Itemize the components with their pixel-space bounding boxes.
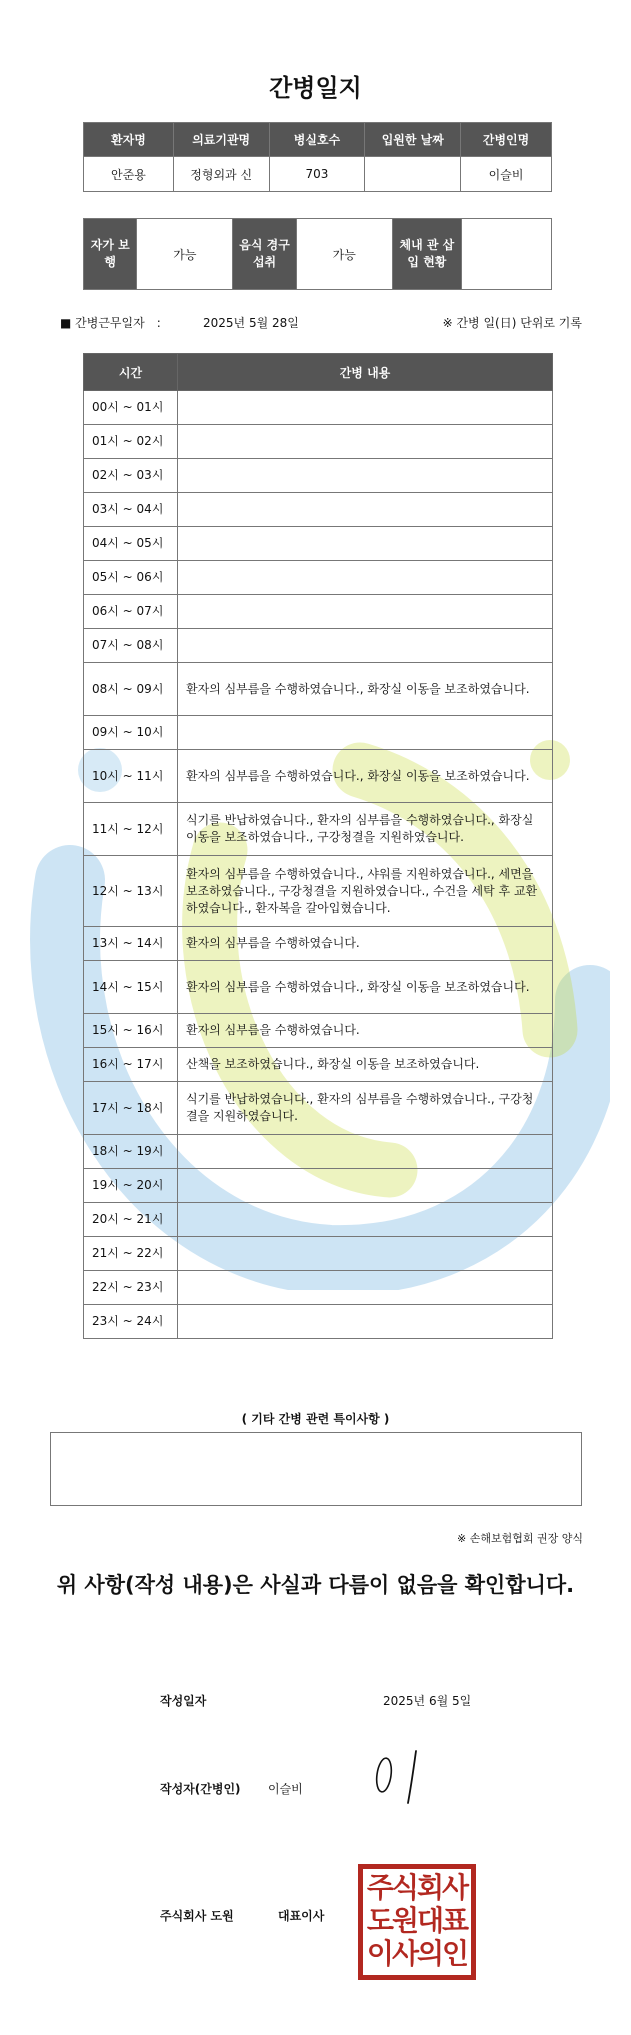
time-slot: 01시 ~ 02시 (84, 425, 178, 459)
writer-label: 작성자(간병인) (160, 1782, 241, 1796)
time-slot: 10시 ~ 11시 (84, 750, 178, 803)
care-content: 환자의 심부름을 수행하였습니다. (178, 927, 553, 961)
care-log-row (84, 663, 553, 716)
ceo-label: 대표이사 (278, 1909, 325, 1923)
care-content: 환자의 심부름을 수행하였습니다. (178, 1014, 553, 1048)
patient-info-value-row (84, 157, 552, 192)
care-content (178, 1305, 553, 1339)
company-name: 주식회사 도원 (160, 1909, 234, 1923)
time-slot: 08시 ~ 09시 (84, 663, 178, 716)
care-log-row (84, 493, 553, 527)
care-log-row (84, 961, 553, 1014)
header-content: 간병 내용 (178, 354, 553, 391)
time-slot: 07시 ~ 08시 (84, 629, 178, 663)
care-log-row (84, 391, 553, 425)
time-slot: 04시 ~ 05시 (84, 527, 178, 561)
work-date-note: ※ 간병 일(日) 단위로 기록 (442, 316, 582, 330)
care-log-row (84, 716, 553, 750)
time-slot: 18시 ~ 19시 (84, 1135, 178, 1169)
notes-title: ( 기타 간병 관련 특이사항 ) (241, 1412, 390, 1426)
care-content (178, 1203, 553, 1237)
tube-label: 체내 관 삽입 현황 (392, 219, 462, 290)
time-slot: 22시 ~ 23시 (84, 1271, 178, 1305)
time-slot: 12시 ~ 13시 (84, 856, 178, 927)
care-log-row (84, 425, 553, 459)
care-content: 환자의 심부름을 수행하였습니다., 화장실 이동을 보조하였습니다. (178, 750, 553, 803)
care-content: 식기를 반납하였습니다., 환자의 심부름을 수행하였습니다., 구강청결을 지원하였습니다. (178, 1082, 553, 1135)
care-content: 환자의 심부름을 수행하였습니다., 샤워를 지원하였습니다., 세면을 보조하였습니다., 구강청결을 지원하였습니다., 수건을 세탁 후 교환하였습니다., 환자복을 갈아입혔습니다. (178, 856, 553, 927)
care-log-row (84, 927, 553, 961)
header-room: 병실호수 (269, 123, 365, 157)
care-log-row (84, 1014, 553, 1048)
time-slot: 21시 ~ 22시 (84, 1237, 178, 1271)
seal-line: 도원대표 (366, 1904, 468, 1937)
seal-line: 주식회사 (366, 1871, 468, 1904)
handwritten-signature (368, 1747, 438, 1807)
patient-status-table (83, 218, 552, 290)
care-log-row (84, 527, 553, 561)
care-content (178, 595, 553, 629)
care-content: 산책을 보조하였습니다., 화장실 이동을 보조하였습니다. (178, 1048, 553, 1082)
association-note: ※ 손해보험협회 권장 양식 (457, 1532, 583, 1545)
care-content: 환자의 심부름을 수행하였습니다., 화장실 이동을 보조하였습니다. (178, 961, 553, 1014)
care-content: 환자의 심부름을 수행하였습니다., 화장실 이동을 보조하였습니다. (178, 663, 553, 716)
work-date-value: 2025년 5월 28일 (203, 316, 299, 330)
care-log-row (84, 1237, 553, 1271)
patient-info-table (83, 122, 552, 192)
date-value: 2025년 6월 5일 (383, 1694, 472, 1708)
seal-line: 이사의인 (366, 1937, 468, 1970)
time-slot: 15시 ~ 16시 (84, 1014, 178, 1048)
care-log-row (84, 1203, 553, 1237)
patient-name: 안준용 (84, 157, 174, 192)
oral-intake-value: 가능 (296, 219, 392, 290)
time-slot: 14시 ~ 15시 (84, 961, 178, 1014)
care-log-row (84, 561, 553, 595)
header-caregiver: 간병인명 (461, 123, 552, 157)
header-hospital: 의료기관명 (173, 123, 269, 157)
care-content (178, 527, 553, 561)
self-walk-value: 가능 (137, 219, 233, 290)
care-content (178, 1169, 553, 1203)
care-log-row (84, 1082, 553, 1135)
notes-box (50, 1432, 582, 1506)
care-content (178, 425, 553, 459)
time-slot: 20시 ~ 21시 (84, 1203, 178, 1237)
date-label: 작성일자 (160, 1694, 207, 1708)
time-slot: 02시 ~ 03시 (84, 459, 178, 493)
company-seal-stamp (358, 1864, 476, 1980)
time-slot: 16시 ~ 17시 (84, 1048, 178, 1082)
care-content (178, 629, 553, 663)
admission-date (365, 157, 461, 192)
care-content (178, 391, 553, 425)
care-log-row (84, 595, 553, 629)
time-slot: 06시 ~ 07시 (84, 595, 178, 629)
time-slot: 03시 ~ 04시 (84, 493, 178, 527)
header-admission-date: 입원한 날짜 (365, 123, 461, 157)
care-log-table (83, 353, 553, 1339)
care-content (178, 1237, 553, 1271)
care-log-row (84, 459, 553, 493)
time-slot: 19시 ~ 20시 (84, 1169, 178, 1203)
time-slot: 17시 ~ 18시 (84, 1082, 178, 1135)
tube-value (462, 219, 552, 290)
oral-intake-label: 음식 경구 섭취 (233, 219, 297, 290)
room-number: 703 (269, 157, 365, 192)
care-content (178, 459, 553, 493)
care-content (178, 716, 553, 750)
document-title: 간병일지 (269, 74, 362, 102)
care-content (178, 561, 553, 595)
care-content (178, 1135, 553, 1169)
care-log-row (84, 803, 553, 856)
care-log-row (84, 1271, 553, 1305)
care-log-body (84, 391, 553, 1339)
care-log-row (84, 1135, 553, 1169)
time-slot: 05시 ~ 06시 (84, 561, 178, 595)
time-slot: 09시 ~ 10시 (84, 716, 178, 750)
hospital-name: 정형외과 신 (173, 157, 269, 192)
care-log-row (84, 1305, 553, 1339)
care-log-row (84, 1048, 553, 1082)
work-date-label: ■ 간병근무일자 : (60, 316, 161, 330)
care-content (178, 493, 553, 527)
self-walk-label: 자가 보행 (84, 219, 137, 290)
patient-info-header-row (84, 123, 552, 157)
confirmation-statement: 위 사항(작성 내용)은 사실과 다름이 없음을 확인합니다. (56, 1573, 575, 1597)
care-log-row (84, 629, 553, 663)
care-log-row (84, 1169, 553, 1203)
caregiver-name: 이슬비 (461, 157, 552, 192)
care-content (178, 1271, 553, 1305)
time-slot: 00시 ~ 01시 (84, 391, 178, 425)
header-time: 시간 (84, 354, 178, 391)
writer-name: 이슬비 (268, 1782, 303, 1796)
header-patient-name: 환자명 (84, 123, 174, 157)
care-log-row (84, 750, 553, 803)
time-slot: 11시 ~ 12시 (84, 803, 178, 856)
time-slot: 23시 ~ 24시 (84, 1305, 178, 1339)
care-log-header-row (84, 354, 553, 391)
care-content: 식기를 반납하였습니다., 환자의 심부름을 수행하였습니다., 화장실 이동을 보조하였습니다., 구강청결을 지원하였습니다. (178, 803, 553, 856)
care-log-row (84, 856, 553, 927)
time-slot: 13시 ~ 14시 (84, 927, 178, 961)
